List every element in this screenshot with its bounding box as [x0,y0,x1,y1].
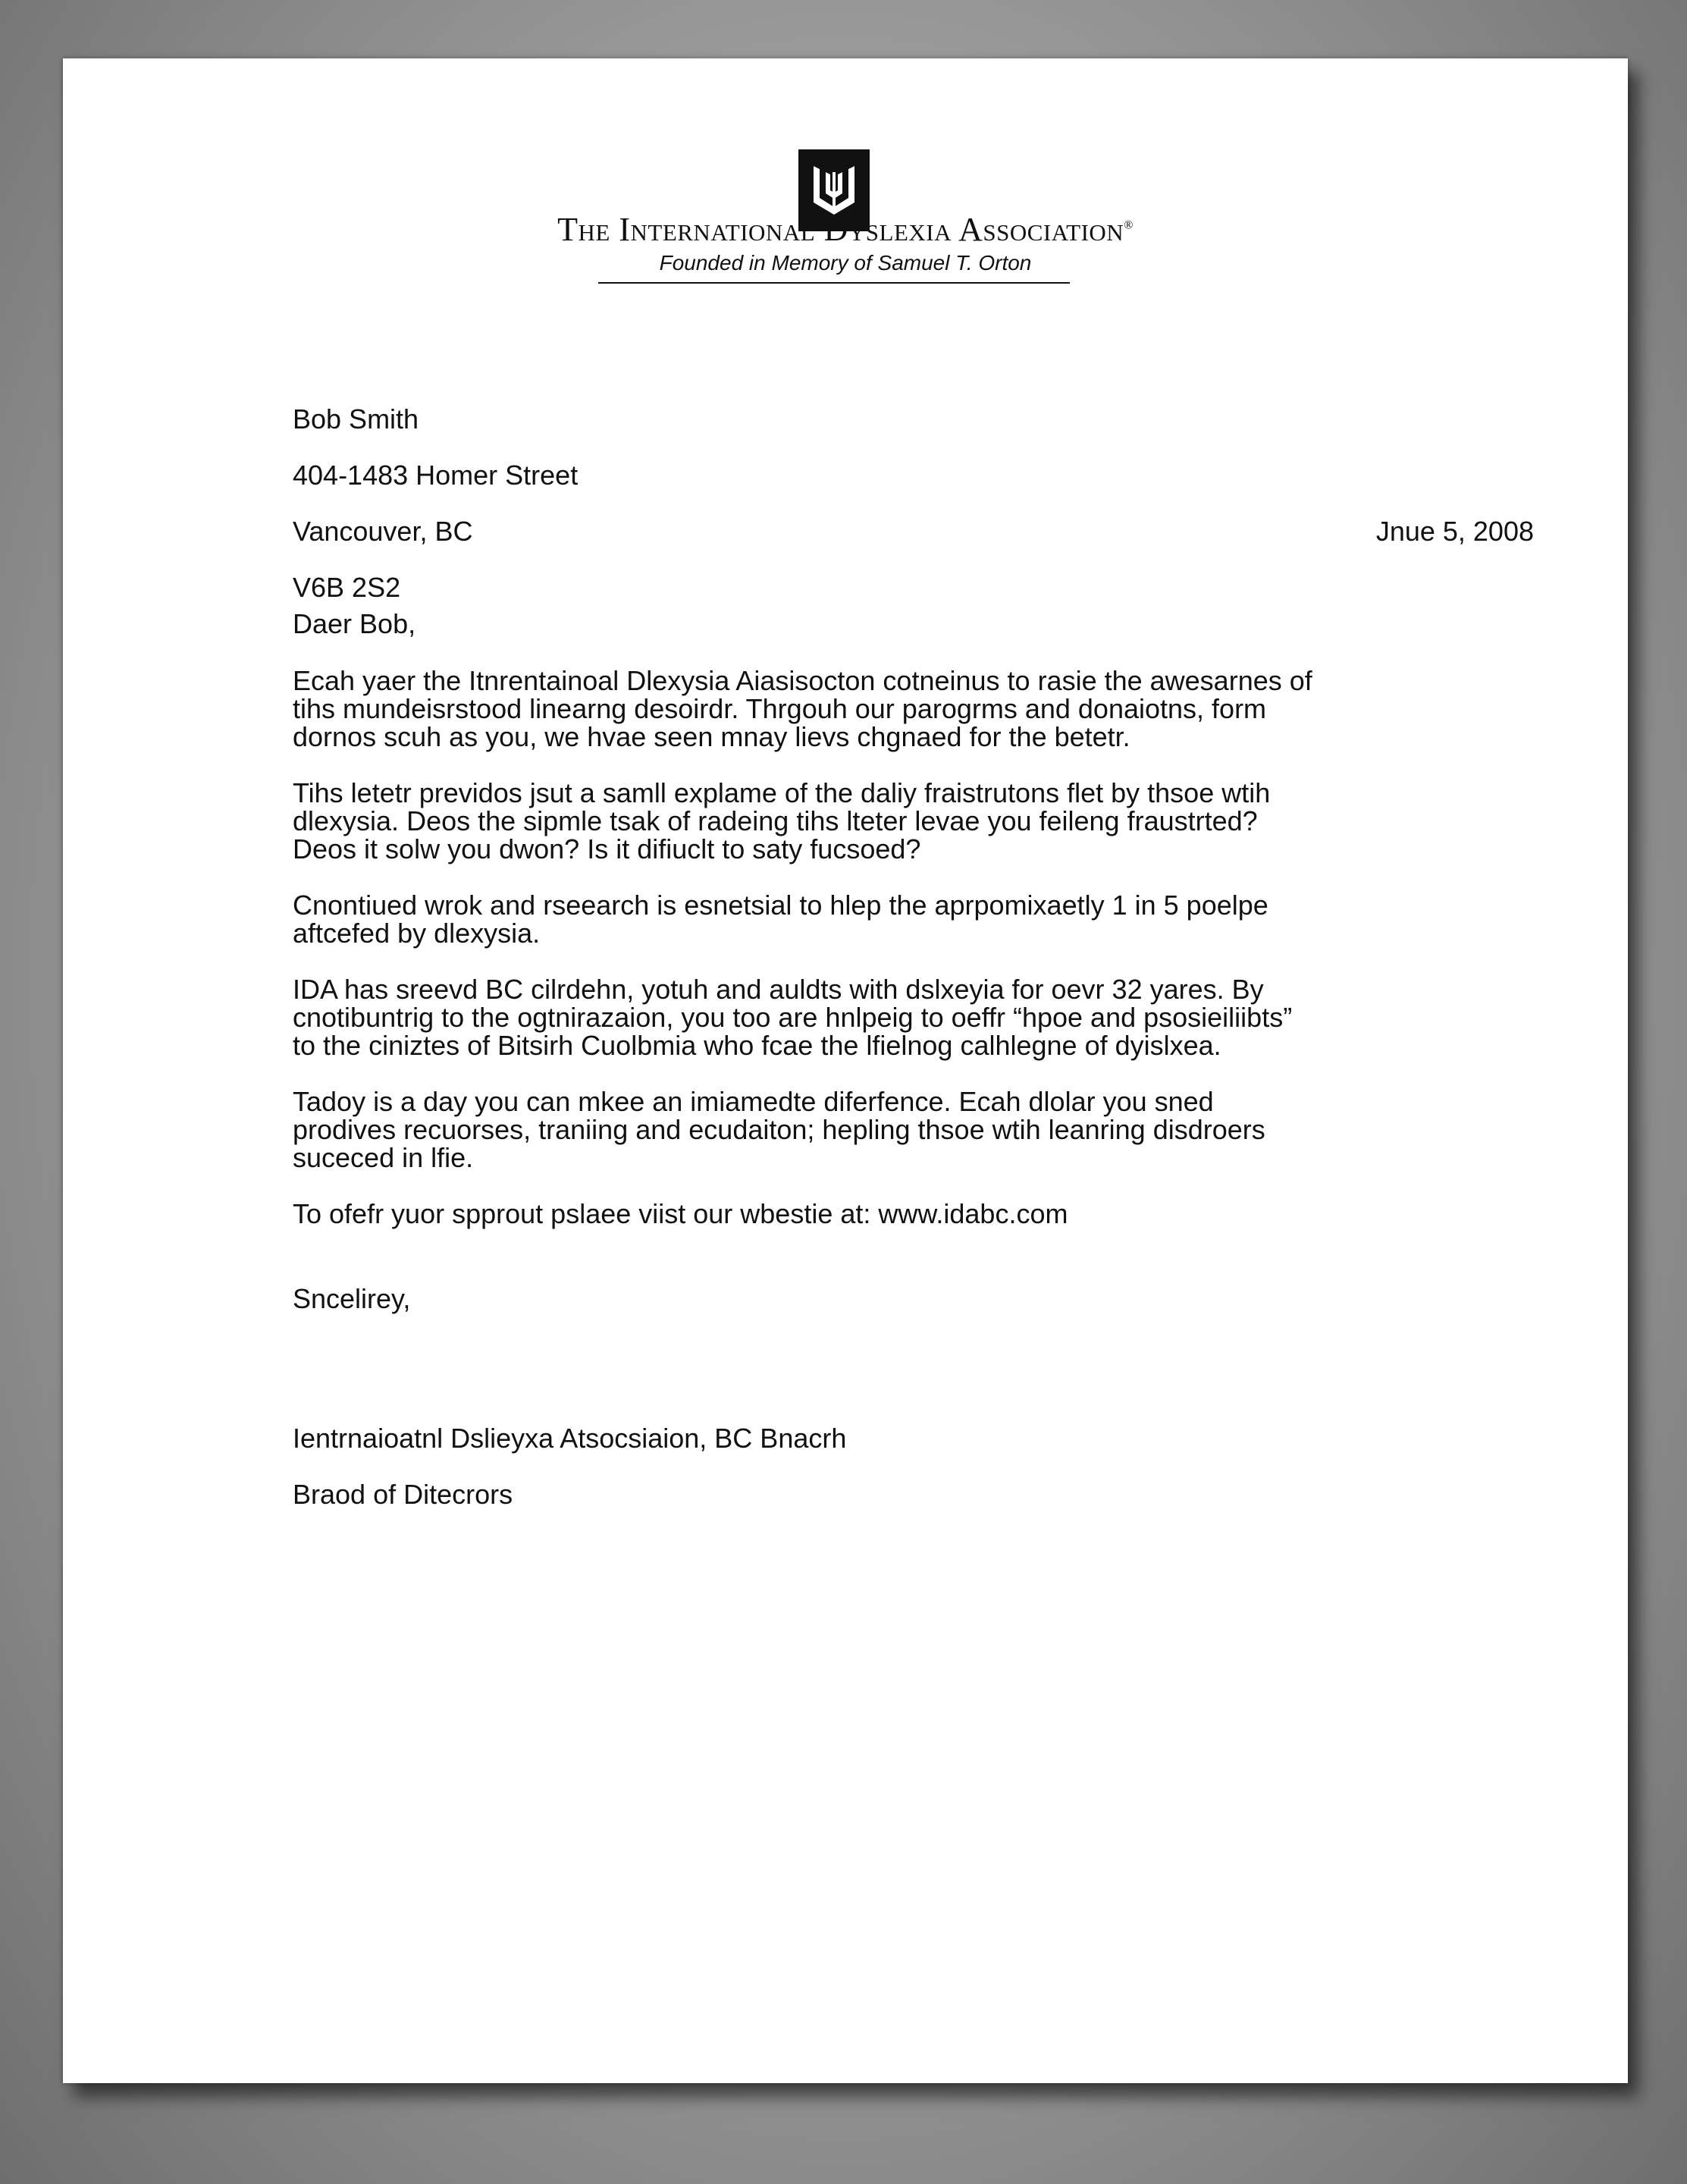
closing: Sncelirey, [293,1283,411,1314]
recipient-city: Vancouver, BC [293,516,473,547]
letter-date: Jnue 5, 2008 [1375,516,1534,547]
body-paragraph: IDA has sreevd BC cilrdehn, yotuh and auldts with dslxeyia for oevr 32 yares. By cnotibuntrig to the ogtnirazaion, you too are hnlpeig to oeffr “hpoe and psosieiliibts” to the ciniztes of Bitsirh Cuolbmia who fcae the lfielnog calhlegne of dyislxea. [293,974,1293,1061]
signature-title: Braod of Ditecrors [293,1479,513,1510]
body-paragraph: Cnontiued wrok and rseearch is esnetsial to hlep the aprpomixaetly 1 in 5 poelpe aftcefed by dlexysia. [293,890,1268,949]
body-paragraph: Ecah yaer the Itnrentainoal Dlexysia Aiasisocton cotneinus to rasie the awesarnes of tihs mundeisrstood linearng desoirdr. Thrgouh our parogrms and donaiotns, form dornos scuh as you, we hvae seen mnay lievs chgnaed for the betetr. [293,665,1312,752]
recipient-name: Bob Smith [293,403,419,435]
recipient-address [293,377,1445,629]
recipient-postal: V6B 2S2 [293,572,401,603]
org-name [63,210,1628,249]
registered-mark: ® [1124,218,1134,232]
signature-org: Ientrnaioatnl Dslieyxa Atsocsiaion, BC Bnacrh [293,1423,847,1454]
letter-page [63,58,1628,2083]
body-paragraph: Tihs letetr previdos jsut a samll explame of the daliy fraistrutons flet by thsoe wtih dlexysia. Deos the sipmle tsak of radeing tihs lteter levae you feileng fraustrted? Deos it solw you dwon? Is it difiuclt to saty fucsoed? [293,777,1271,864]
org-name-text: The International Dyslexia Association [557,211,1124,248]
salutation: Daer Bob, [293,608,416,639]
letterhead-divider [598,282,1070,284]
body-paragraph: To ofefr yuor spprout pslaee viist our wbestie at: www.idabc.com [293,1198,1068,1229]
signature-block [293,1396,1445,1536]
recipient-street: 404-1483 Homer Street [293,460,579,491]
body-paragraph: Tadoy is a day you can mkee an imiamedte diferfence. Ecah dlolar you sned prodives recuorses, traniing and ecudaiton; hepling thsoe wtih leanring disdroers suceced in lfie. [293,1086,1265,1173]
tagline: Founded in Memory of Samuel T. Orton [659,251,1032,275]
